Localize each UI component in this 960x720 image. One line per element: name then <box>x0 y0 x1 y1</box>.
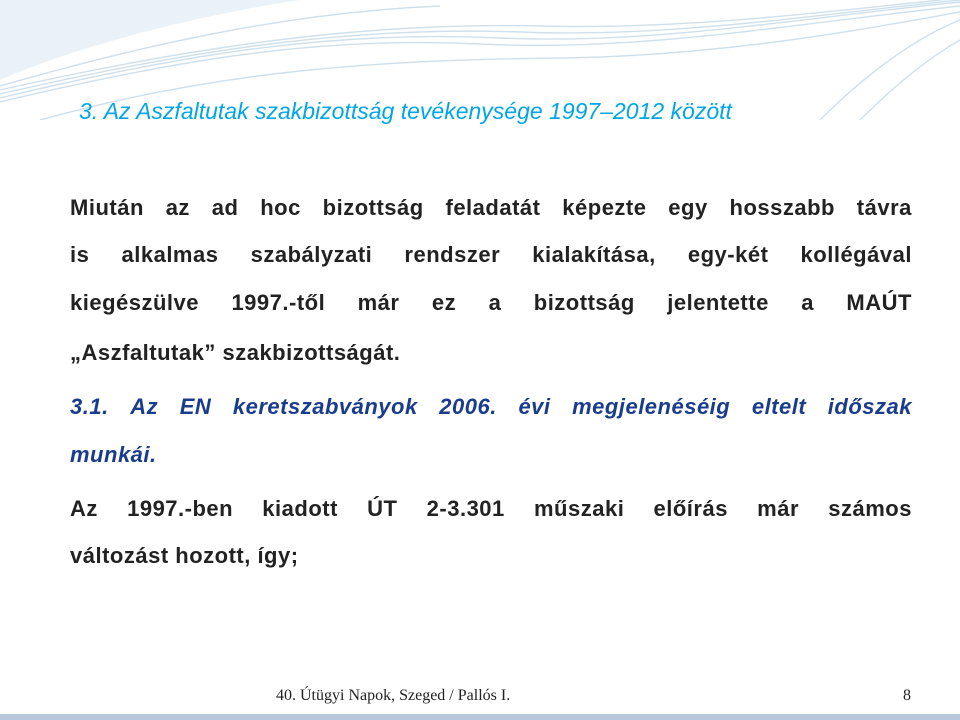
section-heading-line2: munkái. <box>70 442 157 467</box>
word: kialakítása, <box>532 242 656 267</box>
swoosh-fill <box>0 0 300 80</box>
word: megjelenéséig <box>572 394 731 419</box>
word: az <box>165 195 190 220</box>
page-number: 8 <box>903 687 911 704</box>
word: számos <box>828 496 912 521</box>
word: 2-3.301 <box>426 496 505 521</box>
word: képezte <box>562 195 647 220</box>
word: 1997.-től <box>231 290 326 315</box>
footer-rule <box>0 714 960 720</box>
word: műszaki <box>533 496 625 521</box>
paragraph2-line2: változást hozott, így; <box>70 543 299 568</box>
word: eltelt <box>751 394 807 419</box>
word: évi <box>518 394 551 419</box>
word: kiegészülve <box>70 290 200 315</box>
paragraph1-line2 <box>70 242 912 268</box>
word: már <box>357 290 400 315</box>
word: előírás <box>653 496 728 521</box>
section-heading-line1 <box>70 394 912 420</box>
word: kollégával <box>800 242 912 267</box>
word: időszak <box>827 394 912 419</box>
paragraph2-line1 <box>70 496 912 522</box>
word: MAÚT <box>846 290 912 315</box>
word: bizottság <box>533 290 635 315</box>
word: a <box>801 290 814 315</box>
word: alkalmas <box>121 242 219 267</box>
paragraph1-line1 <box>70 195 912 221</box>
word: keretszabványok <box>232 394 418 419</box>
paragraph1-line4: „Aszfaltutak” szakbizottságát. <box>70 340 401 365</box>
slide-title: 3. Az Aszfaltutak szakbizottság tevékenysége 1997–2012 között <box>79 98 732 124</box>
word: ad <box>211 195 239 220</box>
paragraph1-line3 <box>70 290 912 316</box>
word: kiadott <box>262 496 338 521</box>
word: hoc <box>260 195 301 220</box>
word: rendszer <box>404 242 501 267</box>
word: 3.1. <box>70 394 109 419</box>
word: feladatát <box>445 195 541 220</box>
word: szabályzati <box>250 242 373 267</box>
word: is <box>70 242 90 267</box>
word: távra <box>856 195 912 220</box>
word: ÚT <box>367 496 398 521</box>
word: EN <box>179 394 212 419</box>
word: 1997.-ben <box>127 496 234 521</box>
word: Miután <box>70 195 144 220</box>
footer-text: 40. Útügyi Napok, Szeged / Pallós I. <box>276 687 511 704</box>
word: ez <box>431 290 457 315</box>
word: egy <box>668 195 708 220</box>
word: Az <box>130 394 159 419</box>
word: bizottság <box>322 195 424 220</box>
word: Az <box>70 496 98 521</box>
word: a <box>488 290 502 315</box>
word: egy-két <box>687 242 769 267</box>
word: hosszabb <box>729 195 835 220</box>
word: jelentette <box>667 290 769 315</box>
word: 2006. <box>439 394 497 419</box>
word: már <box>757 496 800 521</box>
